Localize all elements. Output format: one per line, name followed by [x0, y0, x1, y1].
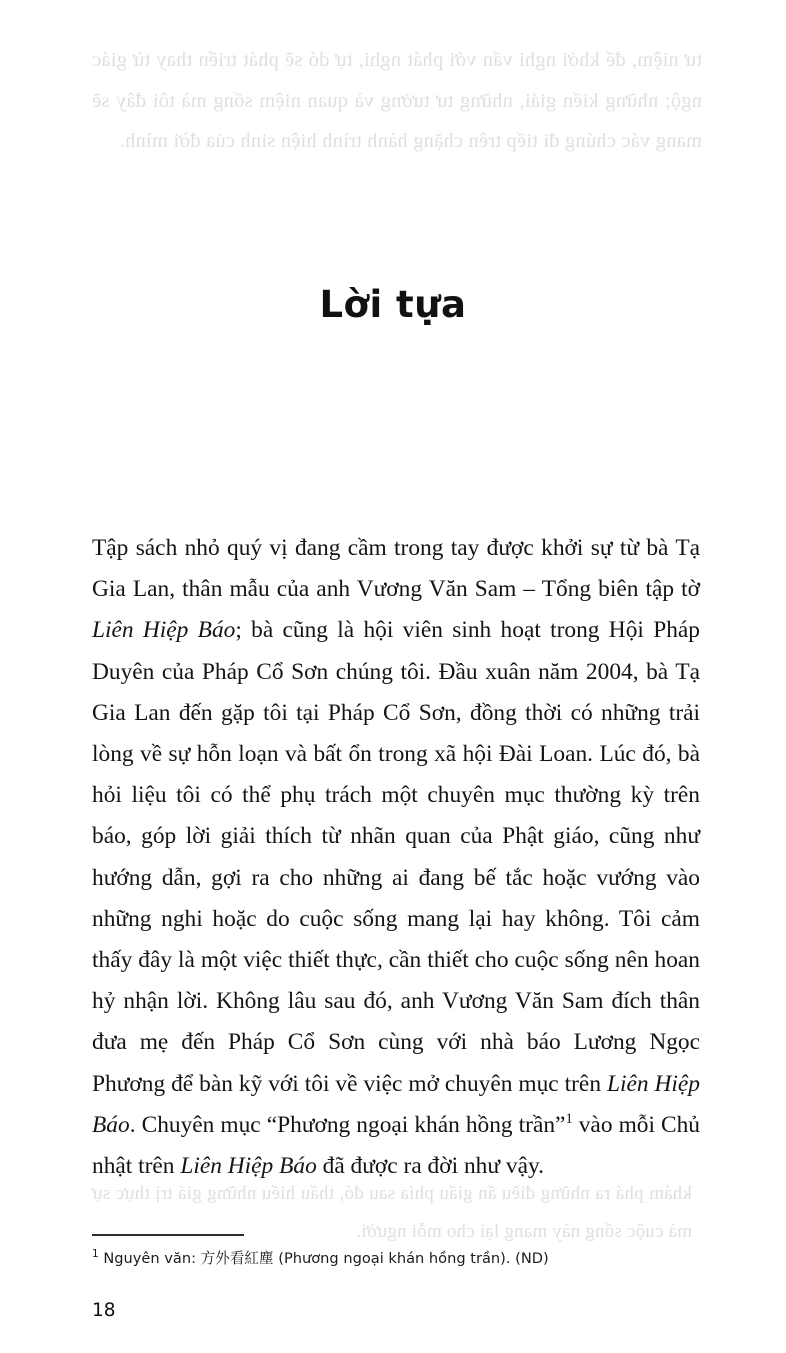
italic-title: Liên Hiệp Báo: [92, 1070, 701, 1138]
italic-title: Liên Hiệp Báo: [92, 617, 236, 644]
footnote-marker: 1: [92, 1248, 99, 1261]
italic-title: Liên Hiệp Báo: [180, 1153, 317, 1180]
footnote-reference: 1: [565, 1111, 573, 1128]
chapter-title: Lời tựa: [319, 283, 467, 326]
footnote: [92, 1248, 700, 1270]
page-number: 18: [92, 1300, 116, 1321]
show-through-text-bottom: khám phá ra những điều ẩn giấu phía sau đó, thấu hiểu những giá trị thực sự mà cuộc sống này mang lại cho mỗi người.: [92, 1183, 692, 1242]
show-through-text-top: tư niệm, để khởi nghi vấn với phát nghi, tự dó sẽ phát triển thay từ giác ngộ; những kiến giải, những tư tưởng và quan niệm sống mà tôi đây sẽ mang vác chúng đi tiếp trên chặng hành trình hiện sinh của đời mình.: [92, 49, 702, 152]
text-run: Tập sách nhỏ quý vị đang cầm trong tay được khởi sự từ bà Tạ Gia Lan, thân mẫu của anh Vương Văn Sam – Tổng biên tập tờ: [92, 535, 700, 603]
text-run: vào mỗi Chủ nhật trên: [92, 1111, 700, 1180]
body-paragraph: [92, 528, 700, 1187]
text-run: đã được ra đời như vậy.: [316, 1153, 544, 1180]
footnote-divider: [92, 1234, 244, 1236]
text-run: . Chuyên mục “Phương ngoại khán hồng trần”: [129, 1111, 566, 1138]
text-run: ; bà cũng là hội viên sinh hoạt trong Hội Pháp Duyên của Pháp Cổ Sơn chúng tôi. Đầu xuân năm 2004, bà Tạ Gia Lan đến gặp tôi tại Pháp Cổ Sơn, đồng thời có những trải lòng về sự hỗn loạn và bất ổn trong xã hội Đài Loan. Lúc đó, bà hỏi liệu tôi có thể phụ trách một chuyên mục thường kỳ trên báo, góp lời giải thích từ nhãn quan của Phật giáo, cũng như hướng dẫn, gợi ra cho những ai đang bế tắc hoặc vướng vào những nghi hoặc do cuộc sống mang lại hay không. Tôi cảm thấy đây là một việc thiết thực, cần thiết cho cuộc sống nên hoan hỷ nhận lời. Không lâu sau đó, anh Vương Văn Sam đích thân đưa mẹ đến Pháp Cổ Sơn cùng với nhà báo Lương Ngọc Phương để bàn kỹ với tôi về việc mở chuyên mục trên: [92, 617, 700, 1097]
footnote-text: Nguyên văn: 方外看紅塵 (Phương ngoại khán hồng trần). (ND): [98, 1250, 549, 1267]
